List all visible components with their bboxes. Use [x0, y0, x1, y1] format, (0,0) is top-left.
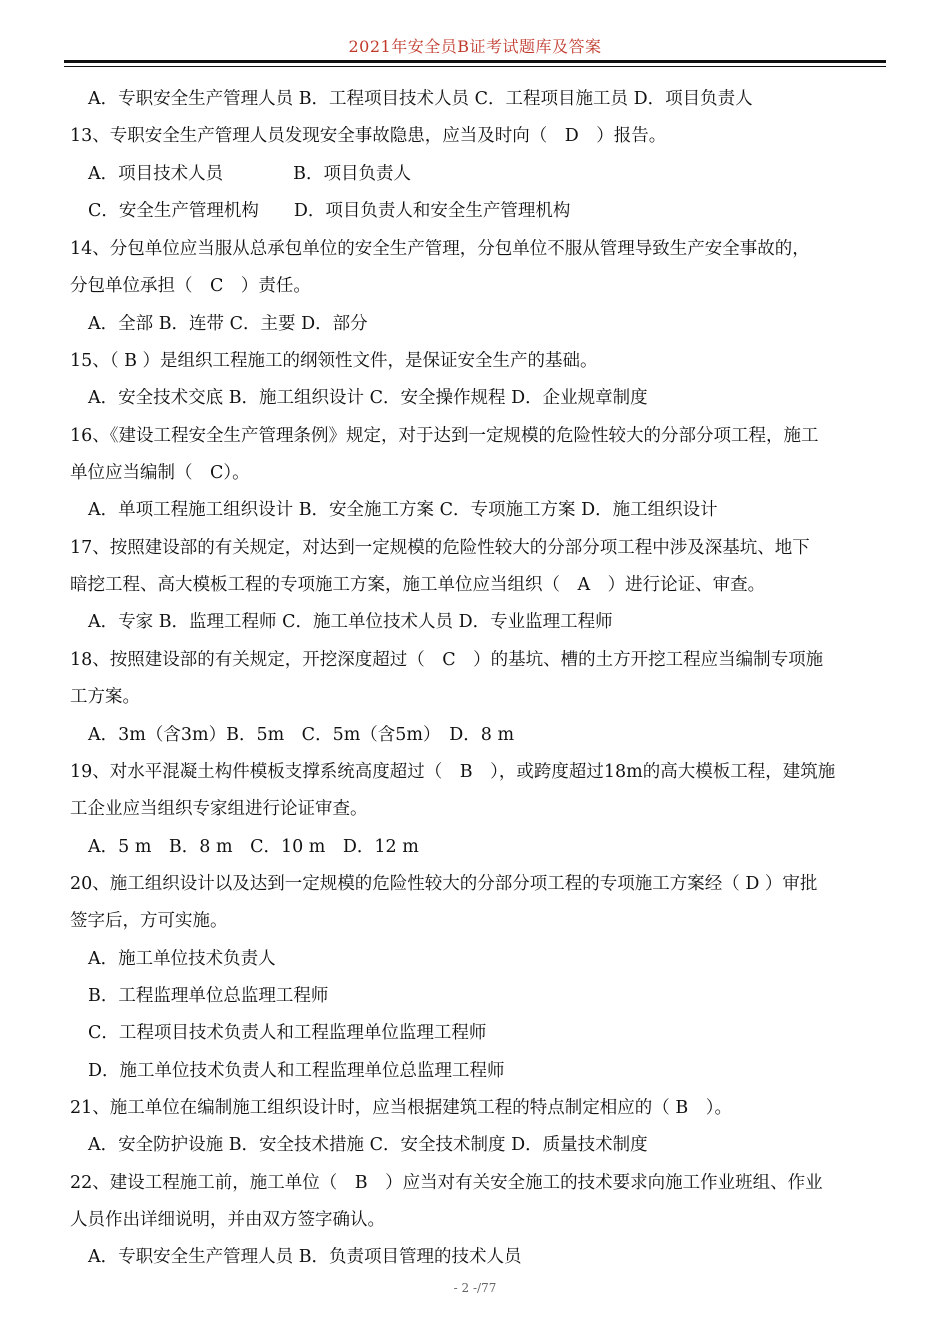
question-15: 15、（ B ）是组织工程施工的纲领性文件，是保证安全生产的基础。	[70, 351, 598, 371]
question-17-cont: 暗挖工程、高大模板工程的专项施工方案，施工单位应当组织（ A ）进行论证、审查。	[70, 575, 766, 595]
question-18-cont: 工方案。	[70, 687, 140, 707]
question-19-cont: 工企业应当组织专家组进行论证审查。	[70, 799, 368, 819]
question-21: 21、施工单位在编制施工组织设计时，应当根据建筑工程的特点制定相应的（ B ）。	[70, 1098, 732, 1118]
question-15-options: A．安全技术交底 B．施工组织设计 C．安全操作规程 D．企业规章制度	[88, 388, 648, 408]
question-18-options: A．3m（含3m）B．5m C．5m（含5m） D．8 m	[88, 725, 515, 745]
page-number: - 2 -/77	[453, 1281, 497, 1295]
question-16: 16、《建设工程安全生产管理条例》规定，对于达到一定规模的危险性较大的分部分项工程，施工	[70, 426, 819, 446]
question-22-cont: 人员作出详细说明，并由双方签字确认。	[70, 1210, 385, 1230]
question-13-options-1: A．项目技术人员 B．项目负责人	[88, 164, 411, 184]
question-20-option-b: B．工程监理单位总监理工程师	[88, 986, 329, 1006]
question-20: 20、施工组织设计以及达到一定规模的危险性较大的分部分项工程的专项施工方案经（ D ）审批	[70, 874, 818, 894]
question-22: 22、建设工程施工前，施工单位（ B ）应当对有关安全施工的技术要求向施工作业班组、作业	[70, 1173, 823, 1193]
document-title: 2021年安全员B证考试题库及答案	[348, 37, 602, 56]
question-14-cont: 分包单位承担（ C ）责任。	[70, 276, 311, 296]
header-rule-thin	[64, 66, 886, 67]
question-20-cont: 签字后，方可实施。	[70, 911, 228, 931]
question-12-options: A．专职安全生产管理人员 B．工程项目技术人员 C．工程项目施工员 D．项目负责人	[88, 89, 753, 109]
question-13-options-2: C．安全生产管理机构 D．项目负责人和安全生产管理机构	[88, 201, 571, 221]
question-13: 13、专职安全生产管理人员发现安全事故隐患，应当及时向（ D ）报告。	[70, 126, 667, 146]
question-16-options: A．单项工程施工组织设计 B．安全施工方案 C．专项施工方案 D．施工组织设计	[88, 500, 718, 520]
question-22-options: A．专职安全生产管理人员 B．负责项目管理的技术人员	[88, 1247, 522, 1267]
header-rule-thick	[64, 60, 886, 63]
question-20-option-c: C．工程项目技术负责人和工程监理单位监理工程师	[88, 1023, 487, 1043]
question-17: 17、按照建设部的有关规定，对达到一定规模的危险性较大的分部分项工程中涉及深基坑、地下	[70, 538, 810, 558]
question-19-options: A．5 m B．8 m C．10 m D．12 m	[88, 837, 419, 857]
question-16-cont: 单位应当编制（ C）。	[70, 463, 250, 483]
question-20-option-d: D．施工单位技术负责人和工程监理单位总监理工程师	[88, 1061, 505, 1081]
question-18: 18、按照建设部的有关规定，开挖深度超过（ C ）的基坑、槽的土方开挖工程应当编制专项施	[70, 650, 824, 670]
question-14-options: A．全部 B．连带 C．主要 D．部分	[88, 314, 368, 334]
question-17-options: A．专家 B．监理工程师 C．施工单位技术人员 D．专业监理工程师	[88, 612, 613, 632]
question-19: 19、对水平混凝土构件模板支撑系统高度超过（ B ），或跨度超过18m的高大模板工程，建筑施	[70, 762, 836, 782]
question-21-options: A．安全防护设施 B．安全技术措施 C．安全技术制度 D．质量技术制度	[88, 1135, 648, 1155]
question-14: 14、分包单位应当服从总承包单位的安全生产管理，分包单位不服从管理导致生产安全事故的，	[70, 239, 810, 259]
question-20-option-a: A．施工单位技术负责人	[88, 949, 276, 969]
